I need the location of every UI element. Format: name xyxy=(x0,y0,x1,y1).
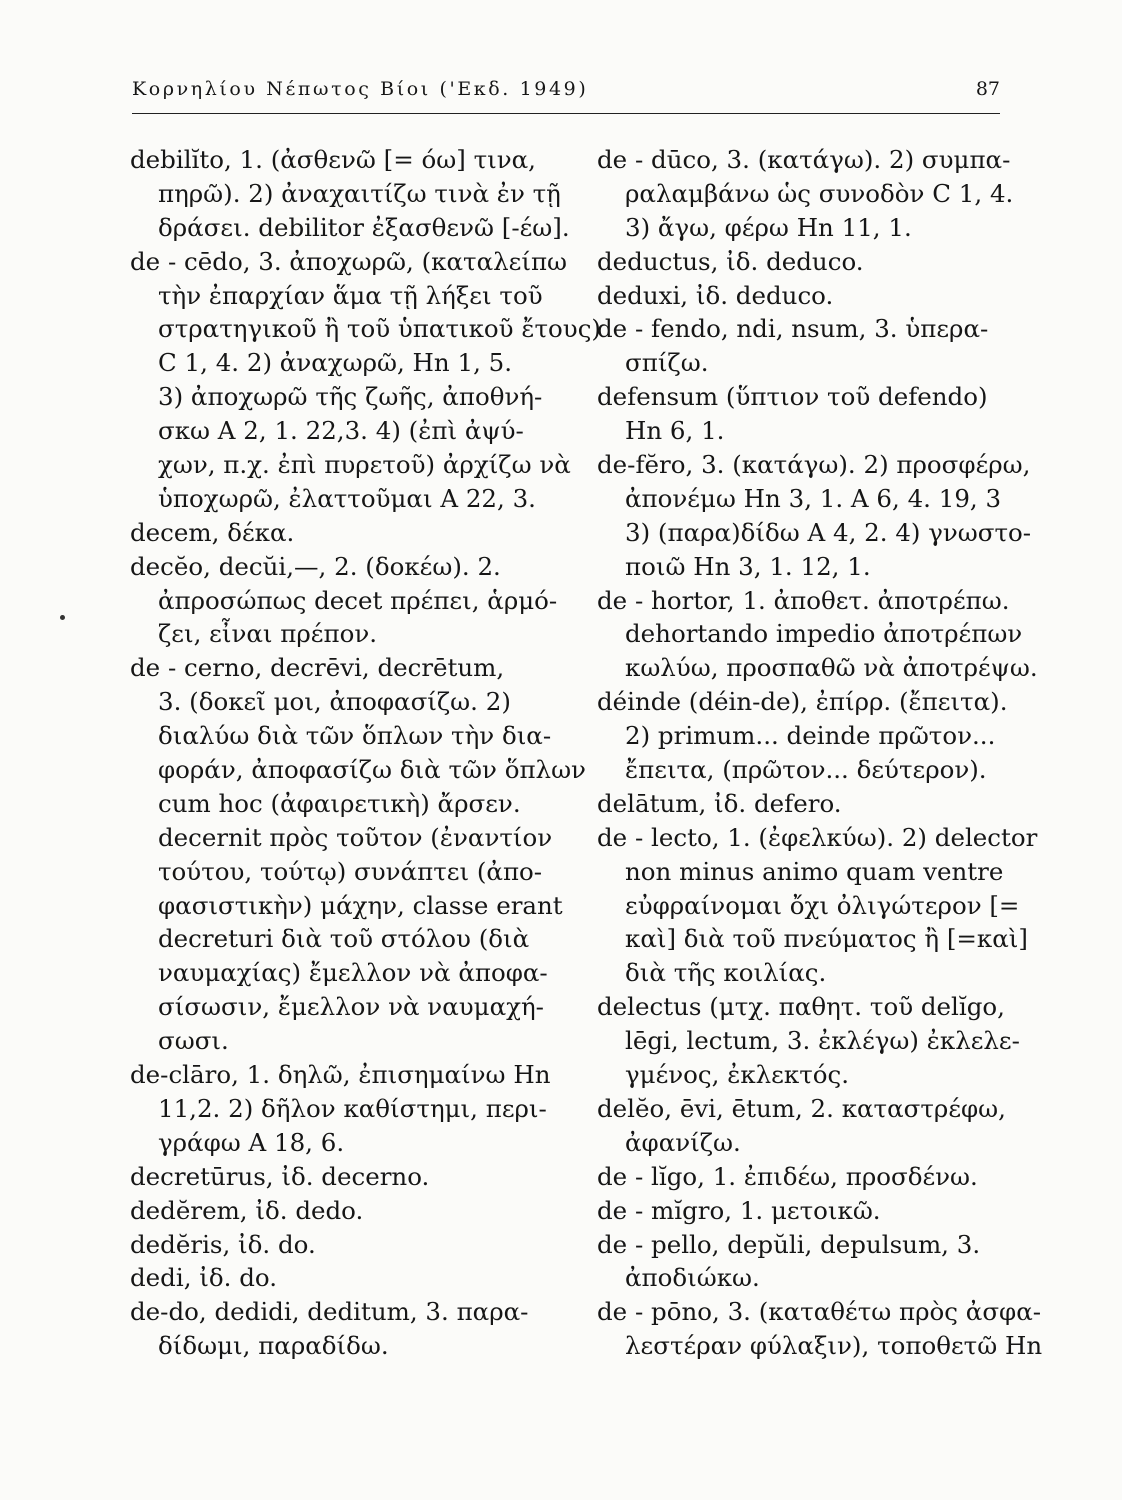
entry-line: de-do, dedidi, deditum, 3. παρα- xyxy=(130,1297,529,1327)
entry-line: 3) (παρα)δίδω A 4, 2. 4) γνωστο- xyxy=(625,517,1032,547)
entry-line: ὑποχωρῶ, ἐλαττοῦμαι A 22, 3. xyxy=(158,483,536,513)
entry-line: πηρῶ). 2) ἀναχαιτίζω τινὰ ἐν τῇ xyxy=(158,178,561,208)
entry-line: γμένος, ἐκλεκτός. xyxy=(625,1060,850,1090)
entry-line: de - mĭgro, 1. μετοικῶ. xyxy=(597,1195,881,1225)
entry-line: dedi, ἰδ. do. xyxy=(130,1263,277,1293)
entry-line: φοράν, ἀποφασίζω διὰ τῶν ὅπλων xyxy=(158,755,586,785)
header-rule xyxy=(132,113,1000,114)
entry-line: déinde (déin-de), ἐπίρρ. (ἔπειτα). xyxy=(597,687,1008,717)
entry-line: de - cēdo, 3. ἀποχωρῶ, (καταλείπω xyxy=(130,246,568,276)
dictionary-entry xyxy=(597,584,1038,686)
entry-line: Hn 6, 1. xyxy=(625,416,725,446)
entry-line: decem, δέκα. xyxy=(130,517,295,547)
entry-line: ραλαμβάνω ὡς συνοδὸν C 1, 4. xyxy=(625,178,1014,208)
entry-line: ἀποδιώκω. xyxy=(625,1263,760,1293)
dictionary-entry xyxy=(597,279,1007,313)
entry-line: 3) ἄγω, φέρω Hn 11, 1. xyxy=(625,212,912,242)
entry-line: C 1, 4. 2) ἀναχωρῶ, Hn 1, 5. xyxy=(158,348,513,378)
entry-line: σπίζω. xyxy=(625,348,709,378)
dictionary-entry xyxy=(597,448,1032,584)
entry-line: τούτου, τούτῳ) συνάπτει (ἀπο- xyxy=(158,856,543,886)
entry-line: dedĕris, ἰδ. do. xyxy=(130,1229,316,1259)
dictionary-entry xyxy=(597,143,1014,245)
dictionary-entry xyxy=(130,651,586,1058)
entry-line: καὶ] διὰ τοῦ πνεύματος ἢ [=καὶ] xyxy=(625,924,1028,954)
entry-line: de-fĕro, 3. (κατάγω). 2) προσφέρω, xyxy=(597,450,1031,480)
entry-line: defensum (ὕπτιον τοῦ defendo) xyxy=(597,382,988,412)
dictionary-entry xyxy=(130,1058,570,1160)
dictionary-entry xyxy=(597,1194,1007,1228)
entry-line: de - pello, depŭli, depulsum, 3. xyxy=(597,1229,981,1259)
entry-line: ποιῶ Hn 3, 1. 12, 1. xyxy=(625,551,871,581)
entry-line: non minus animo quam ventre xyxy=(625,856,1004,886)
dictionary-entry xyxy=(597,821,1038,990)
entry-line: delātum, ἰδ. defero. xyxy=(597,788,842,818)
dictionary-entry xyxy=(597,312,1007,380)
dictionary-entry xyxy=(597,1160,1007,1194)
entry-line: 2) primum... deinde πρῶτον... xyxy=(625,721,996,751)
dictionary-entry xyxy=(130,1261,570,1295)
dictionary-entry xyxy=(130,1160,570,1194)
entry-line: διαλύω διὰ τῶν ὅπλων τὴν δια- xyxy=(158,721,552,751)
entry-line: decreturi διὰ τοῦ στόλου (διὰ xyxy=(158,924,530,954)
entry-line: de - lĭgo, 1. ἐπιδέω, προσδένω. xyxy=(597,1161,978,1191)
page-header xyxy=(132,78,1002,110)
entry-line: ἀπροσώπως decet πρέπει, ἁρμό- xyxy=(158,585,558,615)
dictionary-entry xyxy=(597,1228,1007,1296)
entry-line: decretūrus, ἰδ. decerno. xyxy=(130,1161,430,1191)
left-column xyxy=(130,143,601,1363)
entry-line: de - cerno, decrēvi, decrētum, xyxy=(130,653,505,683)
dictionary-entry xyxy=(130,245,601,516)
entry-line: τὴν ἐπαρχίαν ἅμα τῇ λήξει τοῦ xyxy=(158,280,543,310)
dictionary-entry xyxy=(597,245,1007,279)
dictionary-entry xyxy=(597,380,1007,448)
entry-line: de - fendo, ndi, nsum, 3. ὑπερα- xyxy=(597,314,989,344)
entry-line: 3. (δοκεῖ μοι, ἀποφασίζω. 2) xyxy=(158,687,511,717)
dictionary-entry xyxy=(130,550,570,652)
running-title: Κορνηλίου Νέπωτος Βίοι ('Εκδ. 1949) xyxy=(132,78,589,100)
entry-line: κωλύω, προσπαθῶ νὰ ἀποτρέψω. xyxy=(625,653,1038,683)
entry-line: delectus (μτχ. παθητ. τοῦ delĭgo, xyxy=(597,992,1005,1022)
margin-mark xyxy=(60,615,65,620)
entry-line: lēgi, lectum, 3. ἐκλέγω) ἐκλελε- xyxy=(625,1026,1020,1056)
entry-line: σκω A 2, 1. 22,3. 4) (ἐπὶ ἀψύ- xyxy=(158,416,524,446)
entry-line: δίδωμι, παραδίδω. xyxy=(158,1331,389,1361)
entry-line: σίσωσιν, ἔμελλον νὰ ναυμαχή- xyxy=(158,992,544,1022)
entry-line: decĕo, decŭi,—, 2. (δοκέω). 2. xyxy=(130,551,501,581)
entry-line: σωσι. xyxy=(158,1026,229,1056)
entry-line: ἀπονέμω Hn 3, 1. A 6, 4. 19, 3 xyxy=(625,483,1002,513)
dictionary-entry xyxy=(597,787,1007,821)
entry-line: dehortando impedio ἀποτρέπων xyxy=(625,619,1023,649)
entry-line: ναυμαχίας) ἔμελλον νὰ ἀποφα- xyxy=(158,958,548,988)
entry-line: λεστέραν φύλαξιν), τοποθετῶ Hn xyxy=(625,1331,1043,1361)
entry-line: ἔπειτα, (πρῶτον... δεύτερον). xyxy=(625,755,987,785)
entry-line: γράφω A 18, 6. xyxy=(158,1127,345,1157)
entry-line: debilĭto, 1. (ἀσθενῶ [= όω] τινα, xyxy=(130,145,536,174)
entry-line: 3) ἀποχωρῶ τῆς ζωῆς, ἀποθνή- xyxy=(158,382,543,412)
right-column xyxy=(597,143,1043,1363)
entry-line: de-clāro, 1. δηλῶ, ἐπισημαίνω Hn xyxy=(130,1060,551,1090)
entry-line: delĕo, ēvi, ētum, 2. καταστρέφω, xyxy=(597,1093,1006,1123)
dictionary-entry xyxy=(130,516,570,550)
entry-line: deductus, ἰδ. deduco. xyxy=(597,246,864,276)
entry-line: 11,2. 2) δῆλον καθίστημι, περι- xyxy=(158,1093,547,1123)
dictionary-entry xyxy=(597,1295,1043,1363)
dictionary-entry xyxy=(597,1092,1007,1160)
entry-line: de - dūco, 3. (κατάγω). 2) συμπα- xyxy=(597,145,1011,174)
dictionary-entry xyxy=(130,1295,570,1363)
entry-line: de - hortor, 1. ἀποθετ. ἀποτρέπω. xyxy=(597,585,1010,615)
entry-line: decernit πρὸς τοῦτον (ἐναντίον xyxy=(158,822,553,852)
dictionary-entry xyxy=(597,990,1020,1092)
entry-line: δράσει. debilitor ἐξασθενῶ [-έω]. xyxy=(158,212,570,242)
dictionary-entry xyxy=(130,1228,570,1262)
entry-line: dedĕrem, ἰδ. dedo. xyxy=(130,1195,364,1225)
entry-line: deduxi, ἰδ. deduco. xyxy=(597,280,834,310)
page-number: 87 xyxy=(975,78,1000,100)
entry-line: ἀφανίζω. xyxy=(625,1127,741,1157)
dictionary-entry xyxy=(130,143,570,245)
entry-line: cum hoc (ἀφαιρετικὴ) ἄρσεν. xyxy=(158,788,521,818)
entry-line: φασιστικὴν) μάχην, classe erant xyxy=(158,890,563,920)
entry-line: εὐφραίνομαι ὄχι ὀλιγώτερον [= xyxy=(625,890,1020,920)
entry-line: ζει, εἶναι πρέπον. xyxy=(158,619,378,649)
entry-line: χων, π.χ. ἐπὶ πυρετοῦ) ἀρχίζω νὰ xyxy=(158,450,571,480)
entry-line: στρατηγικοῦ ἢ τοῦ ὑπατικοῦ ἔτους) xyxy=(158,314,601,344)
entry-line: de - pōno, 3. (καταθέτω πρὸς ἀσφα- xyxy=(597,1297,1042,1327)
entry-line: διὰ τῆς κοιλίας. xyxy=(625,958,827,988)
dictionary-entry xyxy=(597,685,1007,787)
entry-line: de - lecto, 1. (ἐφελκύω). 2) delector xyxy=(597,822,1038,852)
dictionary-entry xyxy=(130,1194,570,1228)
